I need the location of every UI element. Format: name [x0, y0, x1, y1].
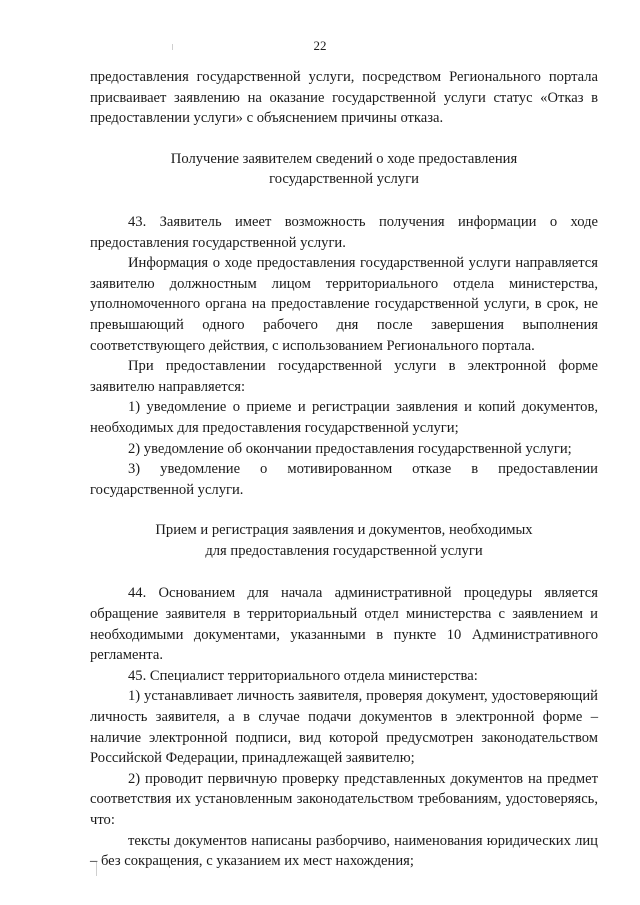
heading-line: Прием и регистрация заявления и документов, необходимых [155, 522, 533, 539]
page-number: 22 [313, 38, 327, 53]
paragraph-43: 43. Заявитель имеет возможность получения информации о ходе предоставления государственной услуги. [90, 213, 598, 251]
list-item-3: 3) уведомление о мотивированном отказе в предоставлении государственной услуги. [90, 461, 598, 498]
section-heading-status-info [90, 149, 598, 190]
paragraph-45-texts: тексты документов написаны разборчиво, наименования юридических лиц – без сокращения, с указанием их мест нахождения; [90, 832, 598, 870]
margin-mark [172, 44, 173, 50]
list-item-2: 2) уведомление об окончании предоставления государственной услуги; [128, 440, 572, 457]
paragraph-intro: предоставления государственной услуги, посредством Регионального портала присваивает заявлению на оказание государственной услуги статус «Отказ в предоставлении услуги» с объяснением причины отказа. [90, 69, 598, 127]
paragraph-43-info: Информация о ходе предоставления государственной услуги направляется заявителю должностным лицом территориального отдела министерства, уполномоченного органа на предоставление государственной услуги, в срок, не превышающий одного рабочего дня после завершения выполнения соответствующего действия, с использованием Регионального портала. [90, 255, 598, 354]
heading-line: Получение заявителем сведений о ходе предоставления [170, 150, 518, 167]
section-heading-reception [90, 520, 598, 561]
paragraph-45-1: 1) устанавливает личность заявителя, проверяя документ, удостоверяющий личность заявителя, а в случае подачи документов в электронной форме – наличие электронной подписи, вид которой предусмотрен законодательством Российской Федерации, принадлежащей заявителю; [90, 688, 598, 767]
heading-line: государственной услуги [269, 171, 419, 188]
heading-line: для предоставления государственной услуги [205, 542, 483, 559]
paragraph-44: 44. Основанием для начала административной процедуры является обращение заявителя в территориальный отдел министерства с заявлением и необходимыми документами, указанными в пункте 10 Административного регламента. [90, 585, 598, 664]
paragraph-45: 45. Специалист территориального отдела министерства: [128, 667, 478, 684]
list-item-1: 1) уведомление о приеме и регистрации заявления и копий документов, необходимых для предоставления государственной услуги; [90, 399, 598, 436]
paragraph-45-2: 2) проводит первичную проверку представленных документов на предмет соответствия их установленным законодательством требованиям, удостоверяясь, что: [90, 770, 598, 828]
document-body [90, 67, 598, 872]
paragraph-43-electronic: При предоставлении государственной услуги в электронной форме заявителю направляется: [90, 358, 598, 395]
